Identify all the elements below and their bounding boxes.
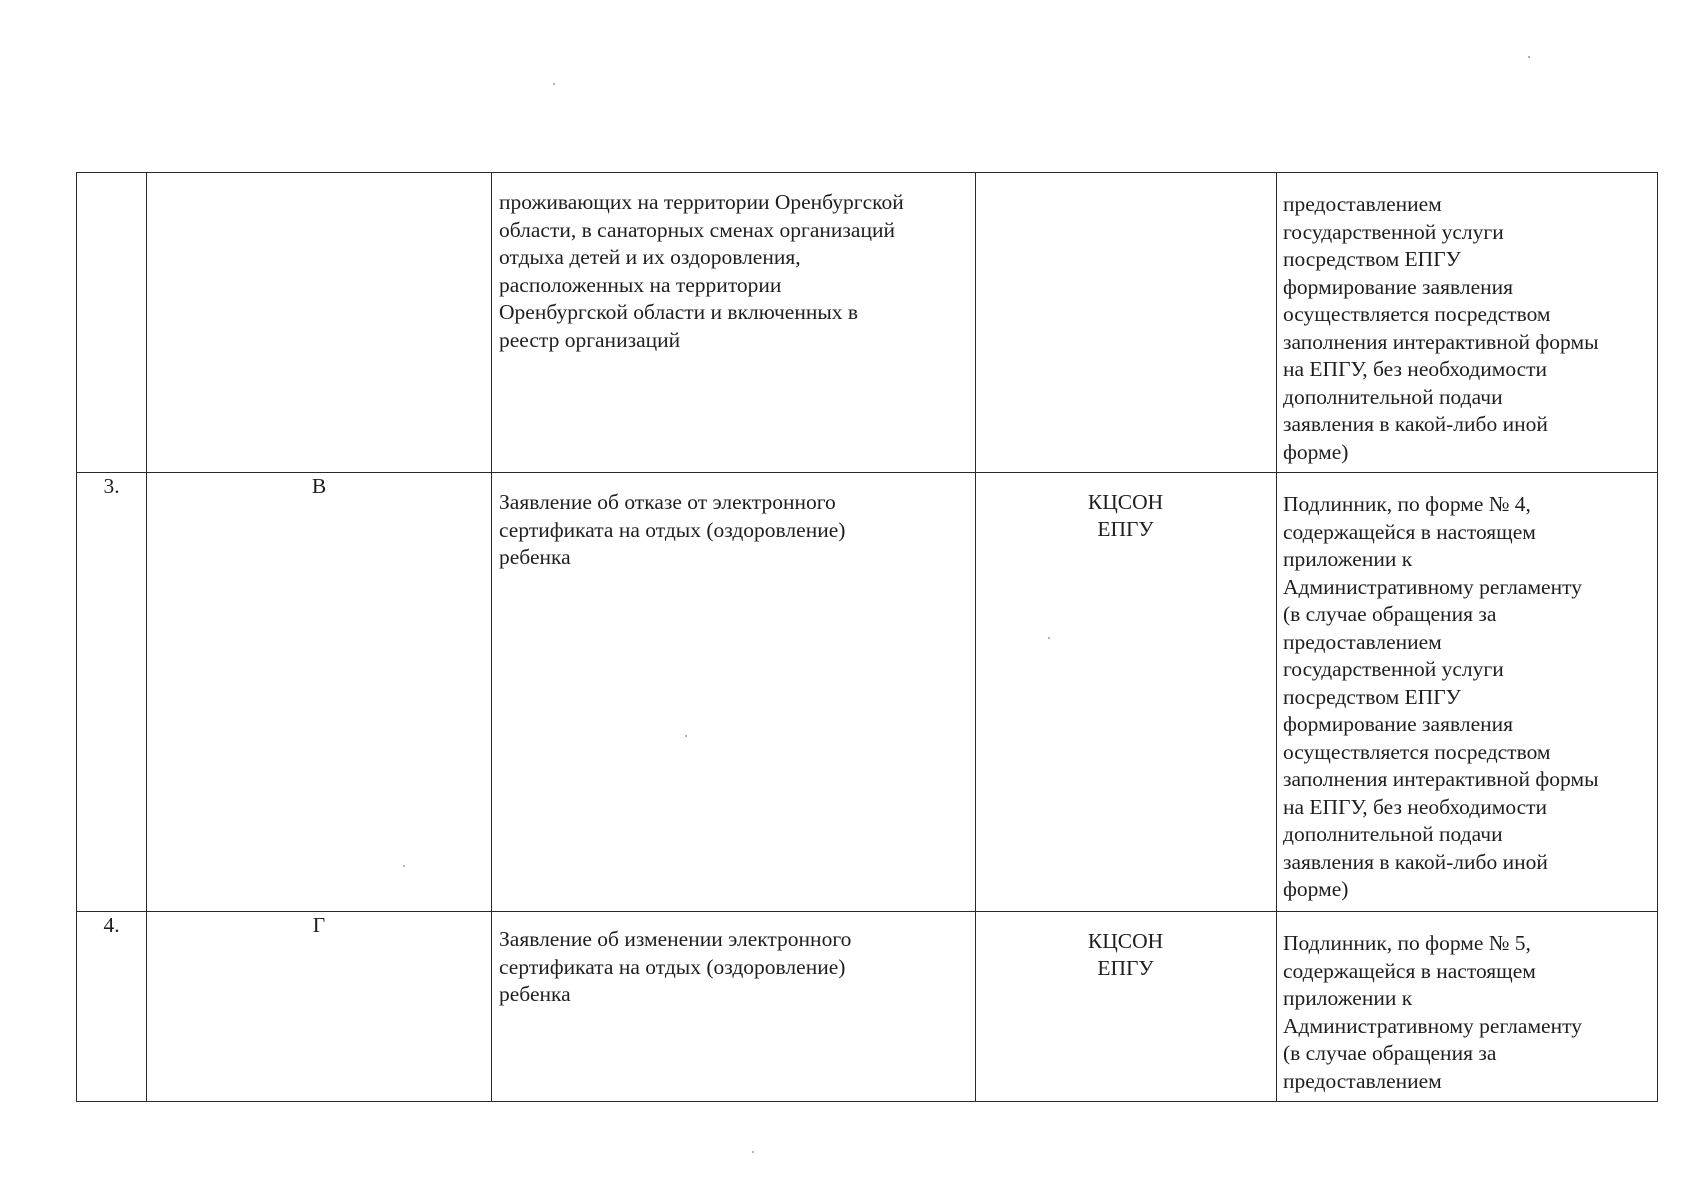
submission-place: КЦСОН ЕПГУ: [1087, 490, 1164, 541]
document-form-cell: [1277, 473, 1658, 912]
document-description: Заявление об отказе от электронного сертификата на отдых (оздоровление) ребенка: [499, 490, 846, 569]
scan-speck: [1528, 56, 1530, 58]
scan-speck: [752, 1151, 754, 1153]
submission-place: [976, 173, 1276, 195]
row-number-cell: [77, 912, 147, 1102]
submission-place-cell: [976, 473, 1277, 912]
document-code-cell: [147, 473, 492, 912]
document-form: Подлинник, по форме № 4, содержащейся в настоящем приложении к Административному регламенту (в случае обращения за предоставлением государственной услуги посредством ЕПГУ формирование заявления осуществляется посредством заполнения интерактивной формы на ЕПГУ, без необходимости дополнительной подачи заявления в какой-либо иной форме): [1283, 492, 1599, 901]
row-number: 4.: [103, 913, 120, 937]
document-form-cell: [1277, 173, 1658, 473]
document-code-cell: [147, 912, 492, 1102]
submission-place: КЦСОН ЕПГУ: [1087, 929, 1164, 980]
submission-place-cell: [976, 173, 1277, 473]
documents-table: [76, 172, 1658, 1102]
table-row: [77, 473, 1658, 912]
table-row: [77, 912, 1658, 1102]
document-description-cell: [492, 173, 976, 473]
document-description-cell: [492, 912, 976, 1102]
table-row: [77, 173, 1658, 473]
document-form: Подлинник, по форме № 5, содержащейся в настоящем приложении к Административному регламенту (в случае обращения за предоставлением: [1283, 931, 1582, 1093]
document-code-cell: [147, 173, 492, 473]
document-form: предоставлением государственной услуги посредством ЕПГУ формирование заявления осуществляется посредством заполнения интерактивной формы на ЕПГУ, без необходимости дополнительной подачи заявления в какой-либо иной форме): [1283, 192, 1599, 464]
document-code: Г: [312, 913, 326, 937]
document-description: Заявление об изменении электронного сертификата на отдых (оздоровление) ребенка: [499, 927, 852, 1006]
scan-speck: [685, 735, 687, 737]
document-code: В: [311, 474, 327, 498]
scan-speck: [1048, 637, 1050, 639]
scan-speck: [553, 83, 555, 85]
document-description-cell: [492, 473, 976, 912]
submission-place-cell: [976, 912, 1277, 1102]
row-number-cell: [77, 473, 147, 912]
document-form-cell: [1277, 912, 1658, 1102]
scan-speck: [403, 865, 405, 867]
row-number-cell: [77, 173, 147, 473]
row-number: 3.: [103, 474, 120, 498]
document-description: проживающих на территории Оренбургской области, в санаторных сменах организаций отдыха детей и их оздоровления, расположенных на территории Оренбургской области и включенных в реестр организаций: [499, 190, 904, 352]
